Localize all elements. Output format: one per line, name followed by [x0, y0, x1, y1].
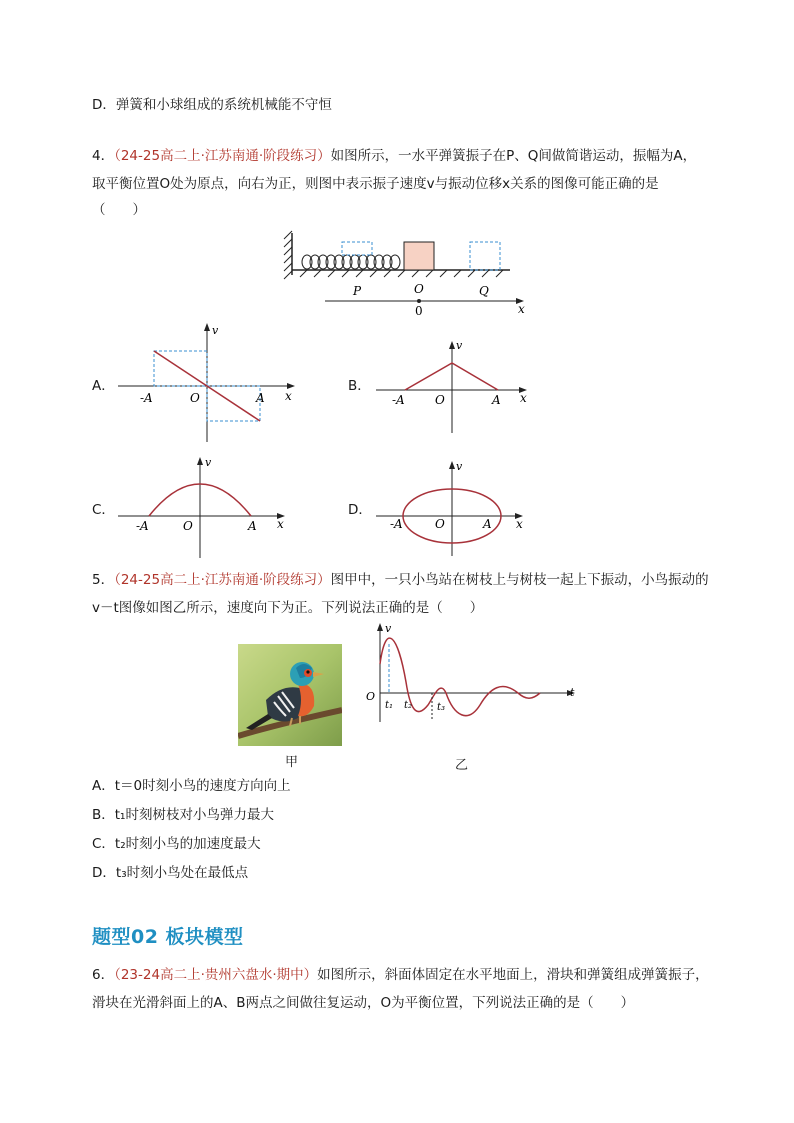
caption-jia: 甲 — [285, 755, 299, 770]
q6-stem-line2: 滑块在光滑斜面上的A、B两点之间做往复运动，O为平衡位置，下列说法正确的是（ ） — [92, 995, 635, 1011]
svg-text:-A: -A — [390, 517, 403, 531]
q4-option-c-label: C． — [92, 502, 115, 518]
q4-stem-line2: 取平衡位置O处为原点，向右为正，则图中表示振子速度v与振动位移x关系的图像可能正确的是 — [92, 176, 659, 192]
svg-text:A: A — [256, 391, 265, 405]
svg-text:t₁: t₁ — [385, 700, 394, 711]
svg-text:t: t — [570, 686, 575, 699]
bird-on-branch-image — [238, 644, 342, 746]
svg-text:O: O — [190, 391, 200, 405]
q4-option-b-label: B． — [348, 378, 371, 394]
svg-text:x: x — [277, 517, 284, 531]
svg-text:O: O — [183, 519, 193, 533]
q4-stem-line1 — [92, 146, 696, 166]
q4-graph-a — [112, 320, 302, 445]
svg-text:O: O — [435, 393, 445, 407]
svg-text:t₂: t₂ — [404, 700, 413, 711]
svg-text:O: O — [435, 517, 445, 531]
q4-stem-line3: （ ） — [92, 202, 146, 218]
vt-graph — [360, 620, 585, 725]
label-zero: 0 — [415, 304, 423, 317]
q5-option-b: B．t₁时刻树枝对小鸟弹力最大 — [92, 807, 274, 823]
svg-text:A: A — [492, 393, 501, 407]
q5-number: 5． — [92, 572, 115, 588]
dashed-block-p — [342, 242, 372, 255]
svg-text:x: x — [285, 389, 292, 403]
svg-text:x: x — [516, 517, 523, 531]
svg-text:v: v — [205, 456, 212, 469]
q4-source: （24-25高二上·江苏南通·阶段练习） — [114, 148, 331, 164]
q5-stem-text1: 图甲中，一只小鸟站在树枝上与树枝一起上下振动，小鸟振动的 — [330, 572, 709, 588]
svg-text:-A: -A — [136, 519, 149, 533]
q4-number: 4． — [92, 148, 115, 164]
svg-text:v: v — [456, 460, 463, 473]
svg-text:v: v — [385, 622, 392, 635]
q4-graph-d — [372, 458, 532, 558]
q4-option-d-label: D． — [348, 502, 372, 518]
q4-graph-c — [112, 454, 292, 560]
spring-coil — [302, 255, 400, 269]
section-heading: 题型02 板块模型 — [92, 926, 244, 948]
svg-text:t₃: t₃ — [437, 702, 446, 713]
label-x: x — [518, 302, 525, 316]
q5-option-a: A．t＝0时刻小鸟的速度方向向上 — [92, 778, 291, 794]
q6-source: （23-24高二上·贵州六盘水·期中） — [114, 967, 318, 983]
q6-number: 6． — [92, 967, 115, 983]
dashed-block-q — [470, 242, 500, 270]
q5-stem-line2: v－t图像如图乙所示，速度向下为正。下列说法正确的是（ ） — [92, 600, 484, 616]
q5-stem-line1 — [92, 570, 709, 590]
q3-option-d: D．弹簧和小球组成的系统机械能不守恒 — [92, 97, 332, 113]
spring-oscillator-figure — [280, 225, 540, 317]
svg-text:v: v — [456, 339, 463, 352]
label-o: O — [414, 282, 424, 296]
label-q: Q — [479, 284, 489, 298]
q4-graph-b — [372, 338, 532, 436]
svg-text:O: O — [366, 690, 376, 703]
svg-text:A: A — [248, 519, 257, 533]
svg-text:x: x — [520, 391, 527, 405]
svg-text:A: A — [483, 517, 492, 531]
label-p: P — [353, 284, 362, 298]
q5-option-d: D．t₃时刻小鸟处在最低点 — [92, 865, 249, 881]
q5-source: （24-25高二上·江苏南通·阶段练习） — [114, 572, 331, 588]
svg-text:-A: -A — [392, 393, 405, 407]
q6-stem-line1 — [92, 965, 709, 985]
caption-yi: 乙 — [455, 758, 469, 773]
svg-text:-A: -A — [140, 391, 153, 405]
oscillator-block — [404, 242, 434, 270]
q4-stem-text1: 如图所示，一水平弹簧振子在P、Q间做简谐运动，振幅为A， — [330, 148, 697, 164]
q5-option-c: C．t₂时刻小鸟的加速度最大 — [92, 836, 261, 852]
svg-text:v: v — [212, 324, 219, 337]
q6-stem-text1: 如图所示，斜面体固定在水平地面上，滑块和弹簧组成弹簧振子， — [317, 967, 709, 983]
q4-option-a-label: A． — [92, 378, 115, 394]
